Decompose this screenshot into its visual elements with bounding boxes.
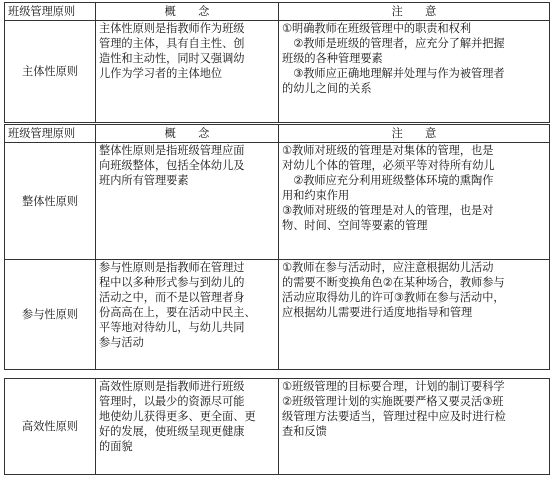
principle-notes: ①班级管理的目标要合理，计划的制订要科学 ②班级管理计划的实施既要严格又要灵活③班 级管理方法要适当，管理过程中应及时进行检 查和反馈 (279, 379, 550, 475)
principle-notes: ①教师在参与活动时，应注意根据幼儿活动 的需要不断变换角色②在某种场合，教师参与 活动应取得幼儿的许可③教师在参与活动中， 应根据幼儿需要进行适度地指导和管理 (279, 260, 550, 370)
table-row (5, 379, 550, 475)
principle-name: 主体性原则 (5, 21, 96, 123)
table-row (5, 260, 550, 370)
principle-concept: 高效性原则是指教师进行班级 管理时，以最少的资源尽可能 地使幼儿获得更多、更全面、更 好的发展，使班级呈现更健康 的面貌 (96, 379, 279, 475)
principle-name: 参与性原则 (5, 260, 96, 370)
principles-table-part-3 (4, 378, 550, 475)
header-principle: 班级管理原则 (5, 125, 96, 143)
principle-concept: 主体性原则是指教师作为班级 管理的主体，具有自主性、创 造性和主动性，同时又强调幼 儿作为学习者的主体地位 (96, 21, 279, 123)
principles-table-part-2 (4, 124, 550, 370)
header-principle: 班级管理原则 (5, 3, 96, 21)
table-header-row (5, 125, 550, 143)
table-header-row (5, 3, 550, 21)
principles-table-part-1 (4, 2, 550, 123)
table-row (5, 21, 550, 123)
principle-name: 高效性原则 (5, 379, 96, 475)
header-concept: 概 念 (96, 125, 279, 143)
principle-notes: ①教师对班级的管理是对集体的管理，也是 对幼儿个体的管理，必须平等对待所有幼儿 ②教师应充分利用班级整体环境的熏陶作 用和约束作用 ③教师对班级的管理是对人的管理，也是对 物、时间、空间等要素的管理 (279, 143, 550, 260)
header-concept: 概 念 (96, 3, 279, 21)
principle-name: 整体性原则 (5, 143, 96, 260)
table-row (5, 143, 550, 260)
principle-concept: 参与性原则是指教师在管理过 程中以多种形式参与到幼儿的 活动之中，而不是以管理者身 份高高在上，要在活动中民主、 平等地对待幼儿，与幼儿共同 参与活动 (96, 260, 279, 370)
principle-notes: ①明确教师在班级管理中的职责和权利 ②教师是班级的管理者，应充分了解并把握 班级的各种管理要素 ③教师应正确地理解并处理与作为被管理者 的幼儿之间的关系 (279, 21, 550, 123)
principle-concept: 整体性原则是指班级管理应面 向班级整体，包括全体幼儿及 班内所有管理要素 (96, 143, 279, 260)
header-notes: 注 意 (279, 3, 550, 21)
header-notes: 注 意 (279, 125, 550, 143)
